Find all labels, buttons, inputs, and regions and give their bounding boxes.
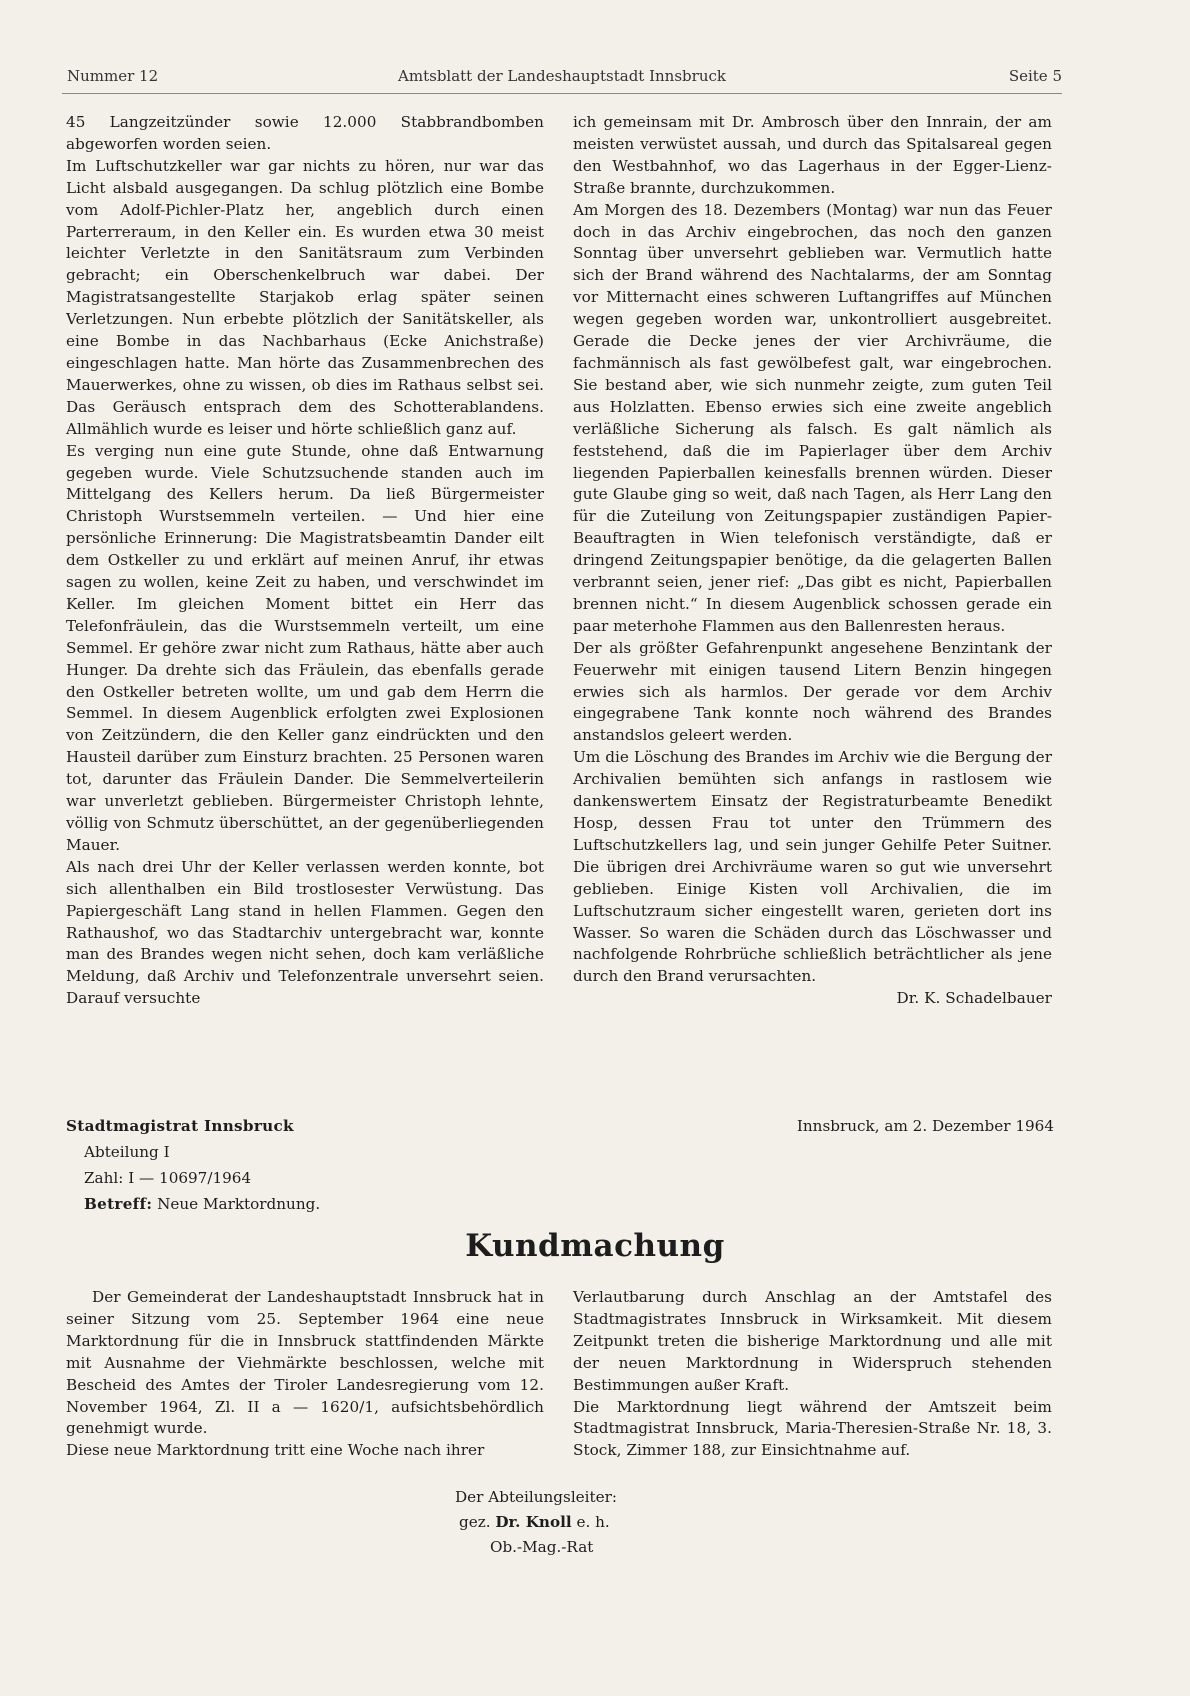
notice-paragraph: Der Gemeinderat der Landeshauptstadt Innsbruck hat in seiner Sitzung vom 25. September 1964 eine neue Marktordnung für die in Innsbruck stattfindenden Märkte mit Ausnahme der Viehmärkte beschlossen, welche mit Bescheid des Amtes der Tiroler Landesregierung vom 12. November 1964, Zl. II a — 1620/1, aufsichtsbehördlich genehmigt wurde. <box>66 1288 544 1438</box>
notice-column-right <box>573 1287 1052 1462</box>
article-paragraph: ich gemeinsam mit Dr. Ambrosch über den Innrain, der am meisten verwüstet aussah, und durch das Spitalsareal gegen den Westbahnhof, wo das Lagerhaus in der Egger-Lienz-Straße brannte, durchzukommen. <box>573 113 1052 197</box>
article-author-line <box>573 988 1052 1010</box>
header-rule <box>62 93 1062 94</box>
notice-paragraph: Die Marktordnung liegt während der Amtszeit beim Stadtmagistrat Innsbruck, Maria-Theresien-Straße Nr. 18, 3. Stock, Zimmer 188, zur Einsichtnahme auf. <box>573 1397 1052 1460</box>
notice-date: Innsbruck, am 2. Dezember 1964 <box>796 1117 1054 1135</box>
subject-line <box>66 1191 486 1217</box>
article-paragraph: Der als größter Gefahrenpunkt angesehene Benzintank der Feuerwehr mit einigen tausend Litern Benzin hingegen erwies sich als harmlos. Der gerade vor dem Archiv eingegrabene Tank konnte noch während des Brandes anstandslos geleert werden. <box>573 638 1052 745</box>
running-header <box>62 67 1062 89</box>
signature-prefix: gez. <box>459 1513 491 1531</box>
article-paragraph: 45 Langzeitzünder sowie 12.000 Stabbrandbomben abgeworfen worden seien. <box>66 113 544 153</box>
notice-heading: Kundmachung <box>465 1228 725 1264</box>
article-author: Dr. K. Schadelbauer <box>896 989 1052 1008</box>
page-number: Seite 5 <box>1008 67 1062 85</box>
signature-rank: Ob.-Mag.-Rat <box>490 1538 594 1556</box>
signature-name: Dr. Knoll <box>495 1513 572 1531</box>
article-column-right <box>573 112 1052 1010</box>
issuing-office: Stadtmagistrat Innsbruck <box>66 1117 294 1135</box>
article-column-left <box>66 112 544 1010</box>
subject-label: Betreff: <box>84 1195 153 1213</box>
article-paragraph: Im Luftschutzkeller war gar nichts zu hören, nur war das Licht alsbald ausgegangen. Da schlug plötzlich eine Bombe vom Adolf-Pichler-Platz her, angeblich durch einen Parterreraum, in den Keller ein. Es wurden etwa 30 meist leichter Verletzte in den Sanitätsraum zum Verbinden gebracht; ein Oberschenkelbruch war dabei. Der Magistratsangestellte Starjakob erlag später seinen Verletzungen. Nun erbebte plötzlich der Sanitätskeller, als eine Bombe in das Nachbarhaus (Ecke Anichstraße) eingeschlagen hatte. Man hörte das Zusammenbrechen des Mauerwerkes, ohne zu wissen, ob dies im Rathaus selbst sei. Das Geräusch entsprach dem des Schotterablandens. Allmählich wurde es leiser und hörte schließlich ganz auf. <box>66 156 544 438</box>
notice-signature <box>455 1485 617 1560</box>
notice-paragraph: Verlautbarung durch Anschlag an der Amtstafel des Stadtmagistrates Innsbruck in Wirksamkeit. Mit diesem Zeitpunkt treten die bisherige Marktordnung und alle mit der neuen Marktordnung in Widerspruch stehenden Bestimmungen außer Kraft. <box>573 1288 1052 1394</box>
article-paragraph: Es verging nun eine gute Stunde, ohne daß Entwarnung gegeben wurde. Viele Schutzsuchende standen auch im Mittelgang des Kellers herum. Da ließ Bürgermeister Christoph Wurstsemmeln verteilen. — Und hier eine persönliche Erinnerung: Die Magistratsbeamtin Dander eilt dem Ostkeller zu und erklärt auf meinen Anruf, ihr etwas sagen zu wollen, keine Zeit zu haben, und verschwindet im Keller. Im gleichen Moment bittet ein Herr das Telefonfräulein, das die Wurstsemmeln verteilt, um eine Semmel. Er gehöre zwar nicht zum Rathaus, hätte aber auch Hunger. Da drehte sich das Fräulein, das ebenfalls gerade den Ostkeller betreten wollte, um und gab dem Herrn die Semmel. In diesem Augenblick erfolgten zwei Explosionen von Zeitzündern, die den Keller ganz eindrückten und den Hausteil darüber zum Einsturz brachten. 25 Personen waren tot, darunter das Fräulein Dander. Die Semmelverteilerin war unverletzt geblieben. Bürgermeister Christoph lehnte, völlig von Schmutz überschüttet, an der gegenüberliegenden Mauer. <box>66 441 544 854</box>
notice-meta <box>66 1113 486 1217</box>
signature-title: Der Abteilungsleiter: <box>455 1488 617 1506</box>
article-paragraph: Am Morgen des 18. Dezembers (Montag) war nun das Feuer doch in das Archiv eingebrochen, das noch den ganzen Sonntag über unversehrt geblieben war. Vermutlich hatte sich der Brand während des Nachtalarms, der am Sonntag vor Mitternacht eines schweren Luftangriffes auf München wegen gegeben worden war, unkontrolliert ausgebreitet. Gerade die Decke jenes der vier Archivräume, die fachmännisch als fast gewölbefest galt, war eingebrochen. Sie bestand aber, wie sich nunmehr zeigte, zum guten Teil aus Holzlatten. Ebenso erwies sich eine zweite angeblich verläßliche Sicherung als falsch. Es galt nämlich als feststehend, daß die im Papierlager über dem Archiv liegenden Papierballen keinesfalls brennen würden. Dieser gute Glaube ging so weit, daß nach Tagen, als Herr Lang den für die Zuteilung von Zeitungspapier zuständigen Papier-Beauftragten in Wien telefonisch verständigte, daß er dringend Zeitungspapier benötige, da die gelagerten Ballen verbrannt seien, jener rief: „Das gibt es nicht, Papierballen brennen nicht.“ In diesem Augenblick schossen gerade ein paar meterhohe Flammen aus den Ballenresten heraus. <box>573 200 1052 635</box>
publication-title: Amtsblatt der Landeshauptstadt Innsbruck <box>398 67 726 85</box>
subject-text: Neue Marktordnung. <box>157 1195 321 1213</box>
signature-suffix: e. h. <box>576 1513 610 1531</box>
article-paragraph: Um die Löschung des Brandes im Archiv wie die Bergung der Archivalien bemühten sich anfangs in rastlosem wie dankenswertem Einsatz der Registraturbeamte Benedikt Hosp, dessen Frau tot unter den Trümmern des Luftschutzkellers lag, und sein junger Gehilfe Peter Suitner. Die übrigen drei Archivräume waren so gut wie unversehrt geblieben. Einige Kisten voll Archivalien, die im Luftschutzraum sicher eingestellt waren, gerieten dort ins Wasser. So waren die Schäden durch das Löschwasser und nachfolgende Rohrbrüche schließlich beträchtlicher als jene durch den Brand verursachten. <box>573 748 1052 986</box>
issue-number: Nummer 12 <box>67 67 159 85</box>
reference-number: Zahl: I — 10697/1964 <box>84 1169 252 1187</box>
notice-column-left <box>66 1287 544 1462</box>
department: Abteilung I <box>84 1143 170 1161</box>
notice-paragraph: Diese neue Marktordnung tritt eine Woche nach ihrer <box>66 1441 485 1460</box>
signature-name-line <box>455 1510 617 1535</box>
article-paragraph: Als nach drei Uhr der Keller verlassen werden konnte, bot sich allenthalben ein Bild trostlosester Verwüstung. Das Papiergeschäft Lang stand in hellen Flammen. Gegen den Rathaushof, wo das Stadtarchiv untergebracht war, konnte man des Brandes wegen nicht sehen, doch kam verläßliche Meldung, daß Archiv und Telefonzentrale unversehrt seien. Darauf versuchte <box>66 857 544 1008</box>
